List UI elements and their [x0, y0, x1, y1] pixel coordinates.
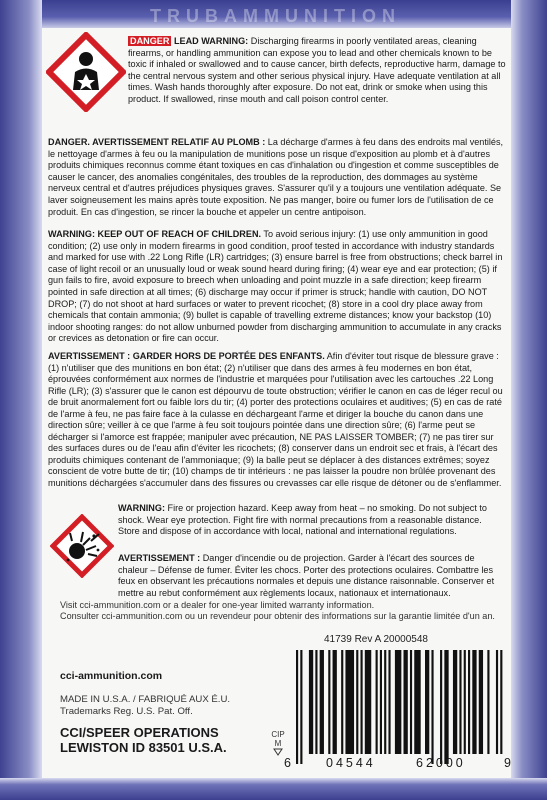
- made-in-text: MADE IN U.S.A. / FABRIQUÉ AUX É.U.: [60, 694, 231, 705]
- barcode-bar: [487, 650, 489, 754]
- french-lead-title: DANGER. AVERTISSEMENT RELATIF AU PLOMB :: [48, 137, 266, 147]
- barcode-bar: [472, 650, 476, 754]
- barcode-digit-right: 9: [504, 756, 511, 770]
- barcode-bar: [300, 650, 302, 764]
- cip-emblem-icon: [273, 748, 283, 756]
- health-hazard-pictogram-icon: [46, 32, 126, 112]
- barcode-bar: [395, 650, 401, 754]
- barcode-bar: [414, 650, 420, 754]
- company-city: LEWISTON ID 83501 U.S.A.: [60, 740, 227, 755]
- lot-code: 41739 Rev A 20000548: [324, 634, 428, 645]
- fire-warning-body: Fire or projection hazard. Keep away from heat – no smoking. Do not subject to shock. Wear eye protection. Fight fire with normal precautions from a reasonable distance. Store and dispose of in accordance with local, national and international regulations.: [118, 503, 487, 537]
- warranty-info-en: Visit cci-ammunition.com or a dealer for one-year limited warranty information.: [60, 600, 375, 610]
- barcode-digit-left: 6: [284, 756, 291, 770]
- label-panel: [42, 28, 511, 778]
- warranty-info: [60, 600, 508, 622]
- barcode-bar: [404, 650, 408, 754]
- fire-warning-title: WARNING:: [118, 503, 165, 513]
- children-avertissement-body: Afin d'éviter tout risque de blessure grave : (1) n'utiliser que des munitions en bon état; (2) n'utiliser que dans des armes à feu modernes en bon état, éprouvées conformément aux normes de l'industrie et marquées pour l'utilisation avec les cartouches .22 Long Rifle (LR); (3) s'assurer que le canon est dépourvu de toute obstruction; vérifier le canon en cas de léger recul ou de bruit anormalement fort ou faible lors du tir; (4) porter des protections oculaires et auditives; (5) en cas de raté de l'arme à feu, ne pas faire face à la culasse en déchargeant l'arme et diriger la bouche du canon dans une direction sûre; veiller à ce que l'arme à feu soit toujours pointée dans une direction sûre; (6) l'arme peut se décharger si l'amorce est frappée; manipuler avec précaution, NE PAS LAISSER TOMBER; (7) ne pas tirer sur des surfaces dures ou de l'eau afin d'éviter les ricochets; (8) conserver dans un endroit sec et frais, à l'écart des produits chimiques contenant de l'ammoniaque; (9) la balle peut se déplacer à des distances extrêmes; soyez conscient de votre butte de tir; (10) champs de tir intérieurs : ne pas laisser la poudre non brûlée provenant des munitions déchargées s'accumuler dans des fissures ou crevasses car elle risque de détoner ou de s'enflammer.: [48, 351, 503, 488]
- trademarks-text: Trademarks Reg. U.S. Pat. Off.: [60, 706, 193, 717]
- fire-avertissement-text: [118, 553, 506, 599]
- barcode-bar: [431, 650, 433, 764]
- danger-tag: DANGER: [130, 36, 170, 46]
- barcode-bar: [315, 650, 317, 754]
- lead-warning-body: Discharging firearms in poorly ventilated areas, cleaning firearms, or handling ammunition can expose you to lead and other chemicals known to be toxic if inhaled or swallowed and to cause cancer, birth defects, reproductive harm, damage to the central nervous system and other serious physical injury. Have adequate ventilation at all times. Wash hands thoroughly after exposure. Do not eat, drink or smoke when using this product. If swallowed, rinse mouth and call poison control center.: [128, 36, 506, 104]
- top-band: [0, 0, 547, 28]
- barcode-group-1: 04544: [326, 756, 376, 770]
- fire-avertissement-body: Danger d'incendie ou de projection. Garder à l'écart des sources de chaleur – Défense de fumer. Éviter les chocs. Porter des protections oculaires. Combattre les feux en observant les précautions normales et depuis une distance raisonnable. Conserver et mettre au rebut conformément aux règlements locaux, nationaux et internationaux.: [118, 553, 495, 598]
- barcode-bar: [444, 650, 448, 764]
- barcode-bar: [500, 650, 502, 754]
- exploding-bomb-pictogram-icon: [50, 514, 114, 578]
- barcode-bar: [341, 650, 343, 754]
- barcode-bar: [453, 650, 457, 754]
- barcode-bar: [468, 650, 470, 754]
- right-band: [511, 0, 547, 800]
- barcode-group-2: 62000: [416, 756, 466, 770]
- children-warning-text: [48, 229, 508, 345]
- barcode-bar: [365, 650, 371, 754]
- barcode-bar: [328, 650, 330, 754]
- warranty-info-fr: Consulter cci-ammunition.com ou un revendeur pour obtenir des informations sur la garantie limitée d'un an.: [60, 611, 495, 621]
- barcode-bar: [440, 650, 442, 764]
- barcode-bar: [320, 650, 324, 754]
- top-band-ghost-text: TRUBAMMUNITION: [150, 6, 401, 26]
- lead-warning-title: LEAD WARNING:: [171, 36, 249, 46]
- website-text: cci-ammunition.com: [60, 670, 163, 682]
- barcode-bar: [333, 650, 337, 754]
- french-lead-warning-text: [48, 137, 508, 218]
- fire-warning-text: [118, 503, 506, 538]
- children-avertissement-text: [48, 351, 508, 489]
- barcode-bar: [425, 650, 429, 754]
- fire-avertissement-title: AVERTISSEMENT :: [118, 553, 201, 563]
- barcode-bar: [380, 650, 382, 754]
- barcode-bar: [296, 650, 298, 764]
- cip-mark: [267, 730, 289, 758]
- bottom-band: [0, 778, 547, 800]
- upc-barcode: [294, 650, 509, 770]
- left-band: [0, 0, 42, 800]
- french-lead-body: La décharge d'armes à feu dans des endroits mal ventilés, le nettoyage d'armes à feu ou la manipulation de munitions pose un risque d'exposition au plomb et à d'autres produits chimiques reconnus comme étant toxiques en cas d'inhalation ou d'ingestion et comme susceptibles de causer le cancer, des anomalies congénitales, des troubles de la reproduction, des dommages au système nerveux central et d'autres préjudices physiques graves. S'assurer qu'il y a toujours une ventilation adéquate. Se laver soigneusement les mains après toute exposition. Ne pas manger, boire ou fumer lors de l'utilisation de ce produit. En cas d'ingestion, se rincer la bouche et appeler un centre antipoison.: [48, 137, 504, 217]
- company-name: CCI/SPEER OPERATIONS: [60, 725, 219, 740]
- lead-warning-text: [128, 36, 506, 106]
- barcode-bar: [384, 650, 386, 754]
- barcode-bar: [464, 650, 466, 754]
- barcode-bar: [479, 650, 483, 754]
- children-avertissement-title: AVERTISSEMENT : GARDER HORS DE PORTÉE DES ENFANTS.: [48, 351, 325, 361]
- cip-label: CIP: [271, 730, 285, 739]
- barcode-bar: [410, 650, 412, 754]
- barcode-bar: [459, 650, 461, 754]
- barcode-bar: [376, 650, 378, 754]
- cip-sub: M: [274, 739, 282, 748]
- barcode-bar: [496, 650, 498, 754]
- barcode-bar: [345, 650, 354, 754]
- company-address: [60, 725, 227, 755]
- barcode-bar: [361, 650, 363, 754]
- barcode-bar: [309, 650, 313, 754]
- barcode-bar: [388, 650, 390, 754]
- children-warning-title: WARNING: KEEP OUT OF REACH OF CHILDREN.: [48, 229, 262, 239]
- origin-info: [60, 694, 230, 718]
- children-warning-body: To avoid serious injury: (1) use only ammunition in good condition; (2) use only in modern firearms in good condition, proof tested in accordance with industry standards and marked for use with .22 Long Rifle (LR) cartridges; (3) ensure barrel is free from obstructions; check barrel in case of light recoil or an unusually loud or weak sound heard during firing; (4) wear eye and ear protection; (5) if gun fails to fire, avoid exposure to breech when unloading and point muzzle in a safe direction; keep firearm pointed in safe direction at all times; (6) discharge may occur if primer is struck; handle with caution, DO NOT DROP; (7) do not shoot at hard surfaces or water to prevent ricochet; (8) store in a cool dry place away from chemicals that contain ammonia; (9) bullet is capable of travelling extreme distances; know your backstop (10) indoor shooting ranges: do not allow unburned powder from discharging ammunition to accumulate in any cracks or crevices as detonation or fire can occur.: [48, 229, 503, 344]
- barcode-bar: [356, 650, 358, 754]
